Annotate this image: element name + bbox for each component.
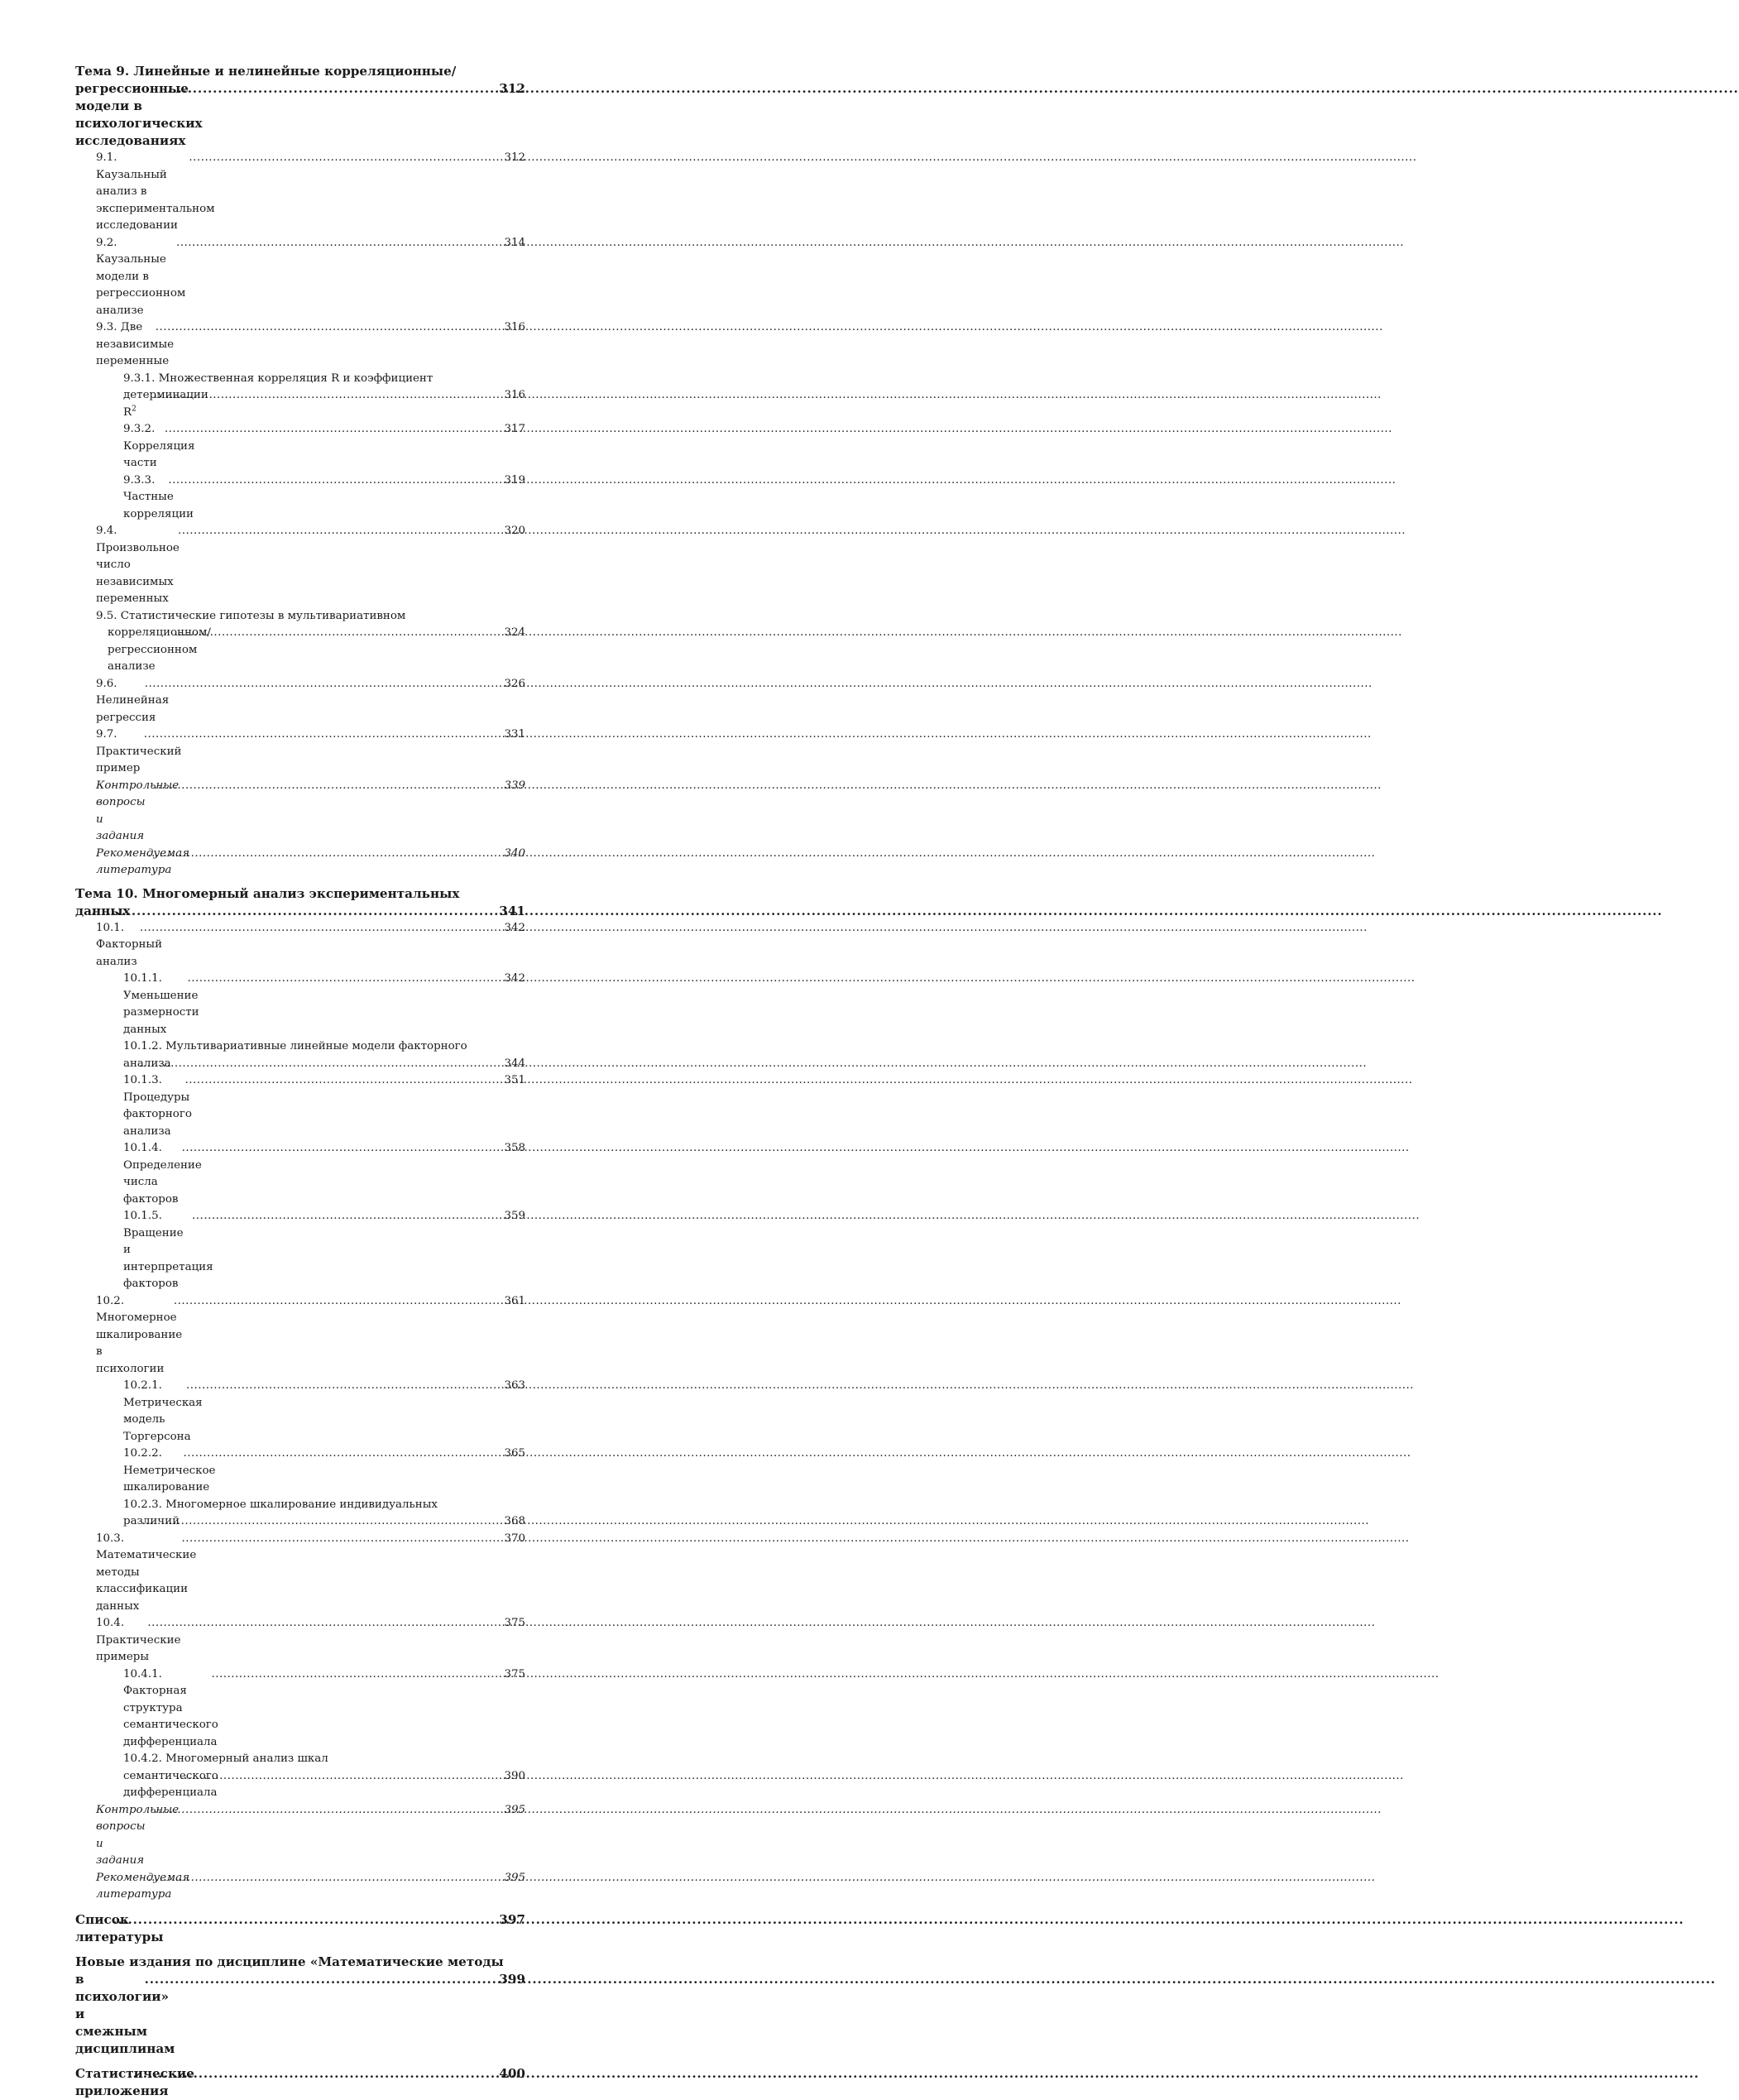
toc-entry-9-3-1[interactable]	[75, 371, 525, 422]
toc-entry-label-line1: 10.2.3. Многомерное шкалирование индивидуальных	[123, 1498, 438, 1511]
toc-page-number: 317	[504, 423, 525, 435]
toc-page-number: 316	[504, 389, 525, 401]
toc-entry-10-4-2[interactable]	[75, 1751, 525, 1802]
toc-page-number: 351	[504, 1074, 525, 1086]
toc-page-number: 370	[504, 1532, 525, 1545]
toc-entry-label: Статистические приложения	[75, 2065, 194, 2098]
toc-entry-9-3-2[interactable]	[75, 421, 525, 472]
toc-entry-10-2-3[interactable]	[75, 1497, 525, 1531]
dot-leader	[141, 1513, 502, 1531]
toc-entry-10-literature[interactable]	[75, 1870, 525, 1904]
toc-page-number: 319	[504, 473, 525, 487]
dot-leader	[174, 1293, 503, 1311]
dot-leader	[147, 1615, 502, 1633]
toc-entry-label: 9.7. Практический пример	[96, 728, 182, 774]
toc-entry-9-1[interactable]	[75, 150, 525, 235]
toc-entry-9-4[interactable]	[75, 523, 525, 608]
dot-leader	[189, 150, 502, 167]
table-of-contents	[75, 63, 525, 2100]
toc-entry-label: 10.4.1. Факторная структура семантического дифференциала	[123, 1667, 218, 1748]
toc-entry-label: 10.3. Математические методы классификации данных	[96, 1532, 197, 1613]
toc-entry-label-line1: 9.5. Статистические гипотезы в мультивариативном	[96, 609, 406, 622]
toc-chapter-9-title-line1: Тема 9. Линейные и нелинейные корреляционные/	[75, 64, 457, 79]
toc-entry-label: Контрольные вопросы и задания	[96, 779, 180, 842]
toc-entry-label: 9.4. Произвольное число независимых переменных	[96, 525, 180, 605]
toc-entry-label-line1: 10.1.2. Мультивариативные линейные модели факторного	[123, 1040, 467, 1052]
toc-appendices[interactable]	[75, 2065, 525, 2100]
dot-leader	[182, 1531, 503, 1548]
toc-page-number: 324	[504, 626, 525, 639]
toc-page-number: 331	[504, 728, 525, 741]
toc-entry-10-1-5[interactable]	[75, 1208, 525, 1293]
toc-entry-label-line2: семантического дифференциала	[123, 1769, 218, 1799]
toc-entry-10-2-2[interactable]	[75, 1446, 525, 1497]
dot-leader	[168, 472, 502, 490]
toc-entry-10-1-1[interactable]	[75, 971, 525, 1038]
toc-entry-label: 9.3. Две независимые переменные	[96, 321, 175, 367]
toc-page-number: 395	[504, 1871, 525, 1884]
dot-leader	[154, 387, 503, 405]
toc-entry-label: 10.2.2. Неметрическое шкалирование	[123, 1447, 216, 1493]
toc-entry-label: 10.1.1. Уменьшение размерности данных	[123, 972, 199, 1036]
toc-entry-label: Рекомендуемая литература	[96, 1871, 189, 1901]
dot-leader	[128, 2065, 498, 2083]
toc-entry-label: 10.1.3. Процедуры факторного анализа	[123, 1074, 192, 1138]
dot-leader	[147, 1870, 502, 1887]
toc-entry-9-questions[interactable]	[75, 778, 525, 846]
toc-entry-10-1[interactable]	[75, 920, 525, 971]
dot-leader	[145, 676, 503, 693]
toc-page-number: 395	[504, 1803, 525, 1816]
dot-leader	[154, 1802, 503, 1820]
toc-entry-label: Контрольные вопросы и задания	[96, 1803, 180, 1867]
toc-page-number: 368	[504, 1515, 525, 1527]
toc-page-number: 399	[499, 1971, 525, 1987]
toc-entry-label: 10.1.4. Определение числа факторов	[123, 1142, 202, 1206]
toc-entry-label: 10.1. Факторный анализ	[96, 921, 163, 968]
dot-leader	[91, 903, 497, 920]
toc-entry-10-4[interactable]	[75, 1615, 525, 1666]
toc-references[interactable]	[75, 1911, 525, 1946]
toc-page-number: 342	[504, 921, 525, 934]
toc-page-number: 342	[504, 972, 525, 985]
toc-entry-label: 10.2.1. Метрическая модель Торгерсона	[123, 1379, 203, 1443]
dot-leader	[175, 625, 503, 642]
toc-page-number: 375	[504, 1617, 525, 1629]
toc-page-number: 400	[499, 2065, 525, 2081]
toc-chapter-9[interactable]	[75, 63, 525, 150]
toc-page-number: 359	[504, 1210, 525, 1222]
toc-entry-label: 9.6. Нелинейная регрессия	[96, 677, 170, 724]
dot-leader	[182, 1140, 503, 1158]
toc-page-number: 358	[504, 1142, 525, 1154]
dot-leader	[176, 1768, 503, 1786]
toc-page-number: 339	[504, 779, 525, 792]
toc-entry-10-questions[interactable]	[75, 1802, 525, 1870]
toc-entry-label-line1: 9.3.1. Множественная корреляция R и коэффициент	[123, 372, 434, 385]
toc-entry-10-3[interactable]	[75, 1531, 525, 1616]
toc-entry-9-literature[interactable]	[75, 846, 525, 880]
toc-entry-10-1-2[interactable]	[75, 1038, 525, 1072]
toc-entry-label: Рекомендуемая литература	[96, 846, 189, 876]
dot-leader	[144, 726, 503, 744]
toc-entry-9-7[interactable]	[75, 726, 525, 778]
toc-page-number: 390	[504, 1769, 525, 1782]
toc-entry-label-line2: анализа	[123, 1057, 171, 1070]
toc-chapter-10-title-line1: Тема 10. Многомерный анализ экспериментальных	[75, 885, 460, 901]
toc-entry-9-5[interactable]	[75, 608, 525, 676]
toc-page-number: 344	[504, 1057, 525, 1070]
dot-leader	[165, 421, 503, 439]
toc-entry-label: 9.2. Каузальные модели в регрессионном анализе	[96, 236, 186, 317]
toc-page-number: 314	[504, 236, 525, 249]
toc-entry-label: 10.4. Практические примеры	[96, 1617, 181, 1663]
dot-leader	[178, 523, 502, 540]
dot-leader	[185, 1072, 503, 1090]
toc-entry-9-3-3[interactable]	[75, 472, 525, 524]
toc-entry-9-2[interactable]	[75, 235, 525, 320]
dot-leader	[212, 1666, 503, 1684]
dot-leader	[186, 1378, 502, 1395]
toc-entry-label: 10.2. Многомерное шкалирование в психологии	[96, 1294, 183, 1375]
dot-leader	[167, 80, 497, 98]
dot-leader	[145, 1971, 498, 1988]
dot-leader	[183, 1446, 502, 1463]
toc-entry-10-1-3[interactable]	[75, 1072, 525, 1140]
toc-entry-10-2-1[interactable]	[75, 1378, 525, 1446]
toc-chapter-9-title-line2: регрессионные модели в психологических исследованиях	[75, 81, 203, 148]
toc-entry-10-4-1[interactable]	[75, 1666, 525, 1752]
toc-entry-label: 9.3.3. Частные корреляции	[123, 473, 194, 520]
dot-leader	[192, 1208, 502, 1225]
toc-entry-label: 10.1.5. Вращение и интерпретация факторов	[123, 1210, 213, 1290]
dot-leader	[113, 1911, 497, 1929]
toc-page-number: 375	[504, 1667, 525, 1680]
toc-entry-label-line2: детерминации $R^2$	[123, 389, 208, 419]
dot-leader	[187, 971, 502, 988]
superscript: 2	[132, 405, 137, 414]
toc-page-number: 363	[504, 1379, 525, 1392]
toc-entry-label-line2: в психологии» и смежным дисциплинам	[75, 1971, 175, 2056]
toc-page-number: 341	[499, 903, 525, 918]
toc-entry-label: Список литературы	[75, 1911, 164, 1944]
toc-page-number: 320	[504, 525, 525, 537]
dot-leader	[140, 920, 503, 937]
toc-entry-10-2[interactable]	[75, 1293, 525, 1378]
toc-entry-label-line2: различий	[123, 1515, 180, 1527]
toc-page-number: 316	[504, 321, 525, 333]
dot-leader	[176, 235, 503, 252]
toc-new-editions[interactable]	[75, 1954, 525, 2058]
toc-chapter-10-title-line2: данных	[75, 903, 131, 918]
toc-entry-label: 9.1. Каузальный анализ в экспериментальном исследовании	[96, 151, 215, 232]
toc-chapter-10[interactable]	[75, 885, 525, 920]
toc-page-number: 340	[504, 846, 525, 860]
dot-leader	[156, 319, 503, 337]
toc-entry-10-1-4[interactable]	[75, 1140, 525, 1208]
toc-page-number: 365	[504, 1447, 525, 1460]
toc-entry-label-line1: Новые издания по дисциплине «Математические методы	[75, 1954, 504, 1969]
toc-page-number: 326	[504, 677, 525, 690]
toc-page-number: 361	[504, 1294, 525, 1307]
dot-leader	[154, 778, 503, 795]
dot-leader	[147, 846, 502, 863]
toc-entry-label-line2: корреляционном/регрессионном анализе	[108, 626, 211, 673]
toc-entry-9-6[interactable]	[75, 676, 525, 727]
toc-entry-label-line1: 10.4.2. Многомерный анализ шкал	[123, 1752, 328, 1765]
toc-page-number: 397	[499, 1911, 525, 1927]
page	[0, 0, 601, 2098]
toc-entry-label: 9.3.2. Корреляция части	[123, 423, 195, 469]
dot-leader	[139, 1056, 502, 1073]
toc-entry-9-3[interactable]	[75, 319, 525, 371]
toc-page-number: 312	[499, 81, 525, 96]
toc-page-number: 312	[504, 151, 525, 164]
